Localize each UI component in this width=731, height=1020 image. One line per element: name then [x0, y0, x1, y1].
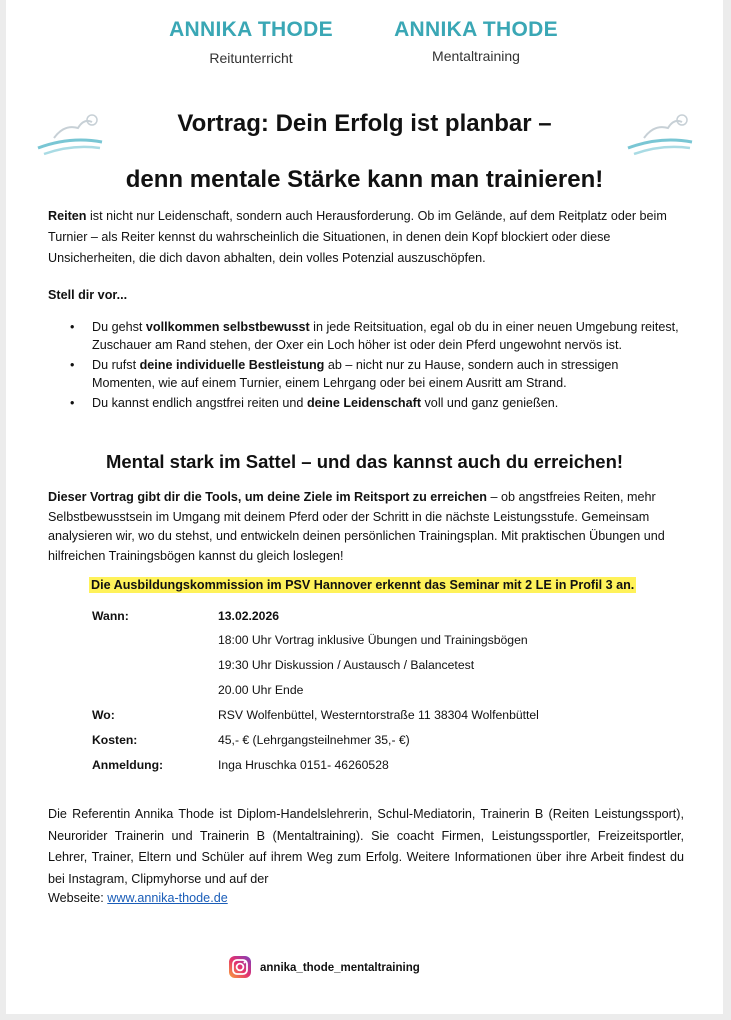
- bullet-text: ab – nicht nur zu Hause, sondern auch in stressigen Momenten, wie auf einem Turnier, einem Lehrgang oder bei einem Ausritt am Strand.: [92, 358, 619, 390]
- list-item: [48, 394, 684, 412]
- bio-paragraph: Die Referentin Annika Thode ist Diplom-Handelslehrerin, Schul-Mediatorin, Trainerin B (Reiten Leistungssport), Neurorider Trainerin und Trainerin B (Mentaltraining). Sie coacht Firmen, Leistungssportler, Freizeitsportler, Lehrer, Trainer, Eltern und Schüler auf ihrem Weg zum Erfolg. Weitere Informationen über ihre Arbeit findest du bei Instagram, Clipmyhorse und auf der: [48, 807, 684, 886]
- website-link[interactable]: www.annika-thode.de: [107, 891, 228, 905]
- bullet-text: Du rufst: [92, 358, 140, 372]
- list-item: [48, 356, 684, 392]
- bullet-text: voll und ganz genießen.: [421, 396, 559, 410]
- intro-text: ist nicht nur Leidenschaft, sondern auch Herausforderung. Ob im Gelände, auf dem Reitplatz oder beim Turnier – als Reiter kennst du wahrscheinlich die Situationen, in denen dein Kopf blockiert oder diese Unsicherheiten, die dich davon abhalten, dein volles Potenzial auszuschöpfen.: [48, 209, 667, 265]
- schedule-item: 19:30 Uhr Diskussion / Austausch / Balancetest: [218, 658, 475, 672]
- vortrag-bold: Dieser Vortrag gibt dir die Tools, um deine Ziele im Reitsport zu erreichen: [48, 490, 488, 504]
- schedule-item: 18:00 Uhr Vortrag inklusive Übungen und Trainingsbögen: [218, 633, 528, 647]
- document-page: [6, 0, 723, 1014]
- website-line: [48, 888, 684, 909]
- logo-name: ANNIKA THODE: [169, 18, 333, 41]
- kosten-value: 45,- € (Lehrgangsteilnehmer 35,- €): [218, 733, 410, 747]
- title-line-2: denn mentale Stärke kann man trainieren!: [125, 166, 604, 193]
- subtitle: Mental stark im Sattel – und das kannst auch du erreichen!: [105, 451, 624, 472]
- title-line-1: Vortrag: Dein Erfolg ist planbar –: [177, 110, 552, 137]
- bullet-text: Du kannst endlich angstfrei reiten und: [92, 396, 307, 410]
- logo-name: ANNIKA THODE: [394, 18, 558, 41]
- logo-subtitle: Mentaltraining: [432, 48, 520, 64]
- highlight-note: Die Ausbildungskommission im PSV Hannover erkennt das Seminar mit 2 LE in Profil 3 an.: [91, 578, 635, 592]
- intro-bold: Reiten: [48, 209, 87, 223]
- stell-dir-vor-heading: Stell dir vor...: [48, 288, 128, 302]
- intro-paragraph: [48, 206, 684, 269]
- logo-subtitle: Reitunterricht: [209, 50, 293, 66]
- wo-label: Wo:: [92, 708, 115, 722]
- bullet-text: Du gehst: [92, 320, 146, 334]
- wann-date: 13.02.2026: [218, 609, 279, 623]
- list-item: [48, 318, 684, 354]
- wann-label: Wann:: [92, 609, 129, 623]
- bullet-list: [48, 318, 684, 414]
- website-label: Webseite:: [48, 891, 108, 905]
- logo-mentaltraining: [376, 18, 576, 64]
- instagram-icon[interactable]: [228, 955, 252, 979]
- vortrag-paragraph: [48, 488, 684, 566]
- bullet-bold: vollkommen selbstbewusst: [145, 320, 310, 334]
- anmeldung-label: Anmeldung:: [92, 758, 164, 772]
- anmeldung-value: Inga Hruschka 0151- 46260528: [218, 758, 389, 772]
- vortrag-text: – ob angstfreies Reiten, mehr Selbstbewusstsein im Umgang mit deinem Pferd oder der Schritt in die nächste Leistungsstufe. Gemeinsam analysieren wir, wo du stehst, und entwickeln deinen persönlichen Trainingsplan. Mit praktischen Übungen und hilfreichen Trainingsbögen kannst du gleich loslegen!: [48, 490, 665, 563]
- logo-reitunterricht: [146, 18, 356, 66]
- wo-value: RSV Wolfenbüttel, Westerntorstraße 11 38304 Wolfenbüttel: [218, 708, 539, 722]
- bullet-text: in jede Reitsituation, egal ob du in einer neuen Umgebung reitest, Zuschauer am Rand stehen, der Oxer ein Loch höher ist oder dein Pferd ungewohnt nervös ist.: [92, 320, 679, 352]
- bullet-bold: deine individuelle Bestleistung: [139, 358, 325, 372]
- kosten-label: Kosten:: [92, 733, 138, 747]
- instagram-handle: annika_thode_mentaltraining: [260, 962, 420, 974]
- schedule-item: 20.00 Uhr Ende: [218, 683, 304, 697]
- bullet-bold: deine Leidenschaft: [306, 396, 422, 410]
